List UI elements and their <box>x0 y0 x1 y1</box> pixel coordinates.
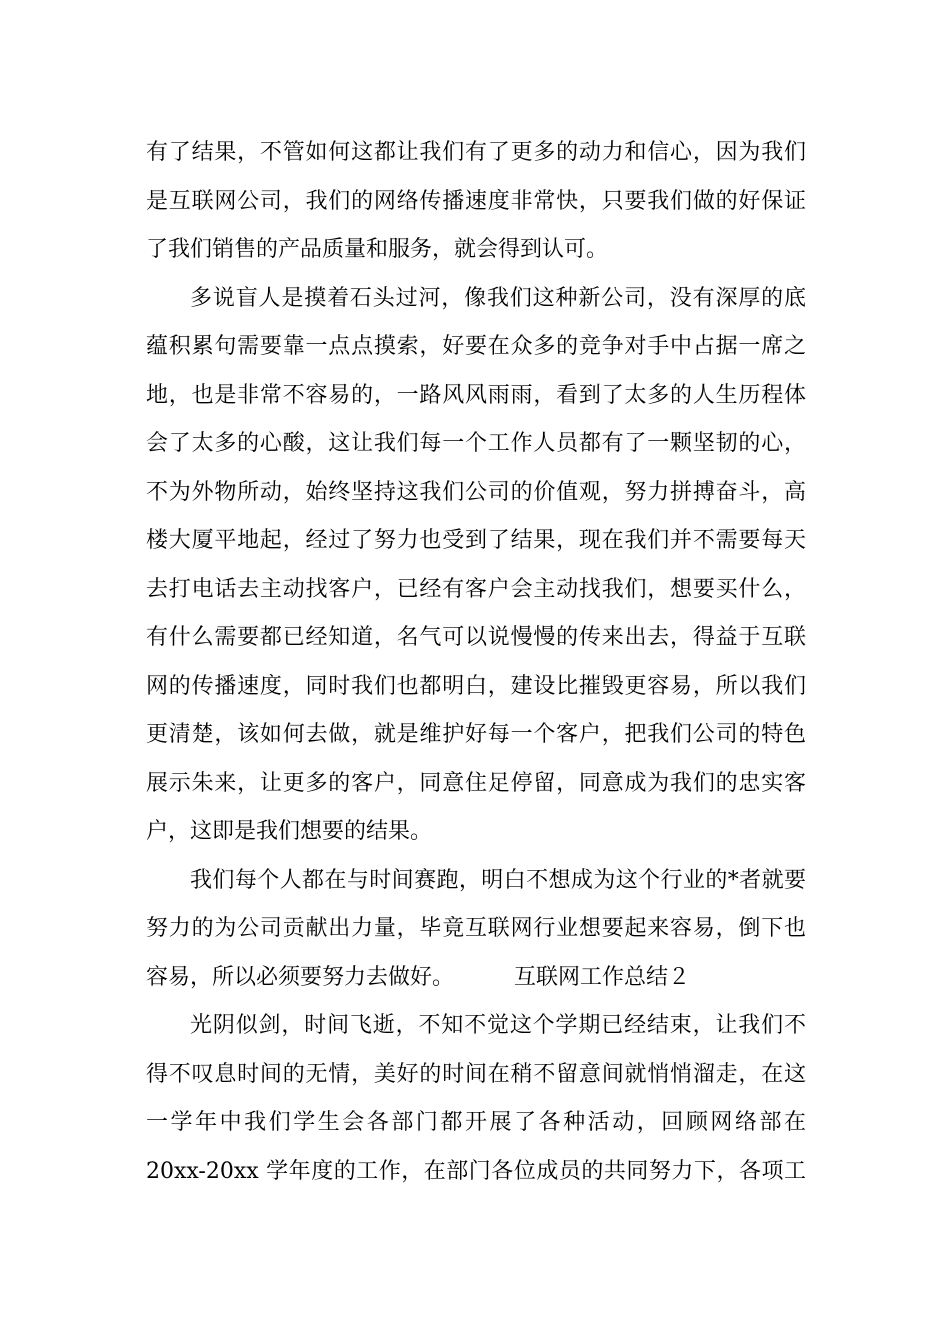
text-line-7: 会了太多的心酸，这让我们每一个工作人员都有了一颗坚韧的心， <box>146 431 806 456</box>
text-line-18: 容易，所以必须要努力去做好。 <box>146 964 455 990</box>
text-line-14: 展示朱来，让更多的客户，同意住足停留，同意成为我们的忠实客 <box>146 770 806 796</box>
text-line-8: 不为外物所动，始终坚持这我们公司的价值观，努力拼搏奋斗，高 <box>146 479 806 505</box>
text-line-18-with-heading <box>146 954 806 1003</box>
text-line-20: 得不叹息时间的无情，美好的时间在稍不留意间就悄悄溜走，在这 <box>146 1061 806 1087</box>
text-line-3: 了我们销售的产品质量和服务，就会得到认可。 <box>146 237 609 262</box>
text-line-1: 有了结果，不管如何这都让我们有了更多的动力和信心，因为我们 <box>146 140 806 165</box>
text-line-21: 一学年中我们学生会各部门都开展了各种活动，回顾网络部在 <box>146 1110 806 1135</box>
text-line-6: 地，也是非常不容易的，一路风风雨雨，看到了太多的人生历程体 <box>146 382 806 408</box>
text-line-13: 更清楚，该如何去做，就是维护好每一个客户，把我们公司的特色 <box>146 722 806 747</box>
text-line-9: 楼大厦平地起，经过了努力也受到了结果，现在我们并不需要每天 <box>146 528 806 553</box>
text-line-5: 蕴积累句需要靠一点点摸索，好要在众多的竞争对手中占据一席之 <box>146 334 806 359</box>
paragraph-start-line: 多说盲人是摸着石头过河，像我们这种新公司，没有深厚的底 <box>190 285 806 311</box>
text-line-17: 努力的为公司贡献出力量，毕竟互联网行业想要起来容易，倒下也 <box>146 916 806 941</box>
paragraph-start-line: 光阴似剑，时间飞逝，不知不觉这个学期已经结束，让我们不 <box>190 1013 806 1038</box>
text-line-2: 是互联网公司，我们的网络传播速度非常快，只要我们做的好保证 <box>146 188 806 214</box>
text-line-22: 20xx-20xx 学年度的工作，在部门各位成员的共同努力下，各项工 <box>146 1158 806 1184</box>
paragraph-start-line: 我们每个人都在与时间赛跑，明白不想成为这个行业的*者就要 <box>190 867 806 893</box>
document-page <box>146 129 806 1196</box>
text-line-11: 有什么需要都已经知道，名气可以说慢慢的传来出去，得益于互联 <box>146 625 806 650</box>
section-heading: 互联网工作总结２ <box>514 964 691 990</box>
text-line-12: 网的传播速度，同时我们也都明白，建设比摧毁更容易，所以我们 <box>146 673 806 699</box>
text-line-15: 户，这即是我们想要的结果。 <box>146 819 433 844</box>
text-line-10: 去打电话去主动找客户，已经有客户会主动找我们，想要买什么， <box>146 576 806 602</box>
